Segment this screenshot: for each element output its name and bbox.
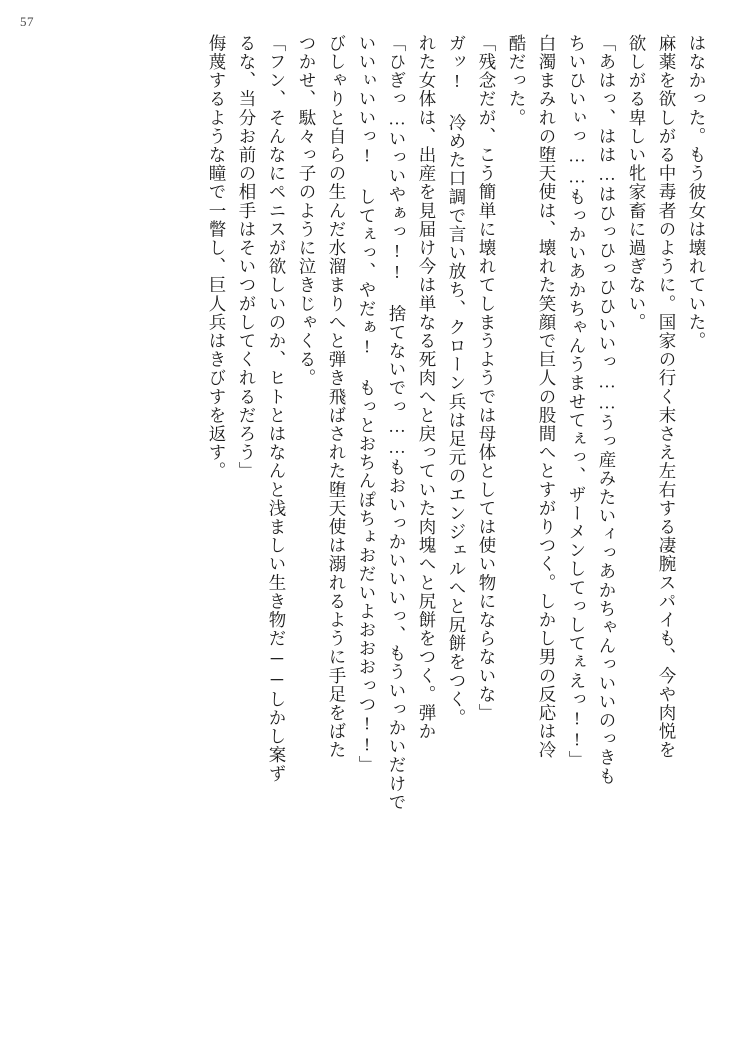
text-column: 侮蔑するような瞳で一瞥し、巨人兵はきびすを返す。	[207, 34, 227, 481]
text-column: 白濁まみれの堕天使は、壊れた笑顔で巨人の股間へとすがりつく。しかし男の反応は冷	[537, 34, 557, 760]
text-column: いいぃいいっ! してぇっ、やだぁ! もっとおちんぽちょおだいよおおおっつ!!」	[357, 34, 377, 775]
page-number: 57	[20, 14, 34, 29]
text-column: 酷だった。	[507, 34, 527, 127]
text-column: はなかった。もう彼女は壊れていた。	[687, 34, 707, 351]
text-column: びしゃりと自らの生んだ水溜まりへと弾き飛ばされた堕天使は溺れるように手足をばた	[327, 34, 347, 760]
text-column: 麻薬を欲しがる中毒者のように。国家の行く末さえ左右する凄腕スパイも、今や肉悦を	[657, 34, 677, 760]
text-column: 欲しがる卑しい牝家畜に過ぎない。	[627, 34, 647, 332]
body-text-columns	[44, 34, 712, 1012]
text-column: 「残念だが、こう簡単に壊れてしまうようでは母体としては使い物にならないな」	[477, 34, 497, 723]
text-column: 「フン、そんなにペニスが欲しいのか、ヒトとはなんと浅ましい生き物だ──しかし案ず	[267, 34, 287, 783]
text-column: ガッ! 冷めた口調で言い放ち、クローン兵は足元のエンジェルへと尻餅をつく。	[447, 34, 467, 728]
text-column: 「ひぎっ…いっいやぁっ!! 捨てないでっ……もおいっかいいいっ、もういっかいだけで	[387, 34, 407, 812]
text-column: つかせ、駄々っ子のように泣きじゃくる。	[297, 34, 317, 388]
text-column: ちいひいぃっ……もっかいあかちゃんうませてぇっ、ザーメンしてっしてぇえっ!!」	[567, 34, 587, 770]
text-column: 「あはっ、はは…はひっひっひひいいっ……うっ産みたいィっあかちゃんっいいのっきも	[597, 34, 617, 786]
text-column: るな、当分お前の相手はそいつがしてくれるだろう」	[237, 34, 257, 481]
text-column: れた女体は、出産を見届け今は単なる死肉へと戻っていた肉塊へと尻餅をつく。弾か	[417, 34, 437, 741]
